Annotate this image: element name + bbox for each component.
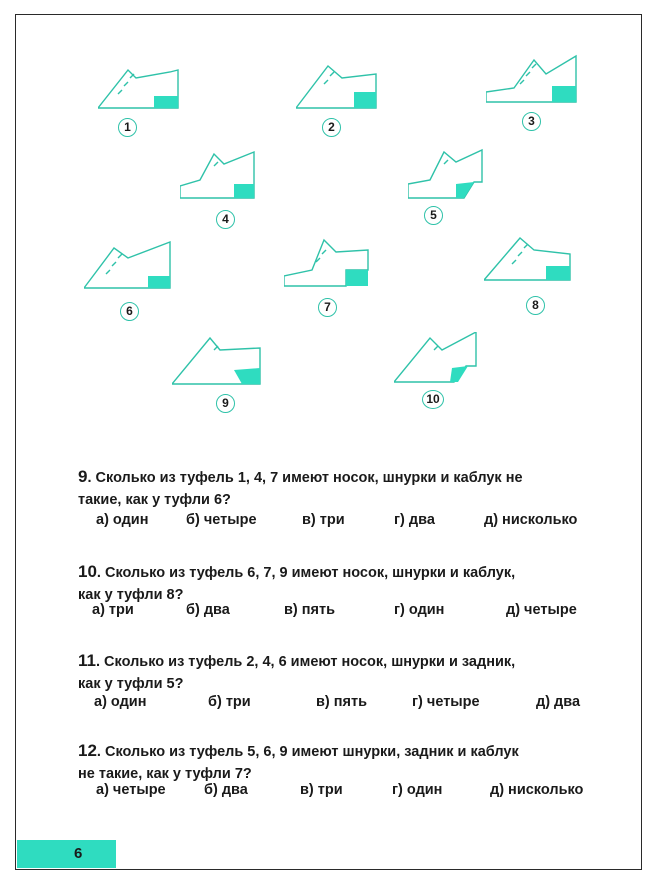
question-9	[78, 466, 598, 511]
shoe-5	[408, 148, 518, 238]
answers-11	[0, 694, 660, 714]
question-text-line2: как у туфли 5?	[78, 676, 184, 692]
shoe-label: 5	[424, 206, 443, 225]
answer-option[interactable]: а) четыре	[96, 782, 166, 798]
shoe-label: 6	[120, 302, 139, 321]
answer-option[interactable]: б) два	[186, 602, 230, 618]
shoe-8	[484, 234, 594, 324]
question-number: 10	[78, 562, 97, 581]
shoe-label: 10	[422, 390, 444, 409]
answer-option[interactable]: б) три	[208, 694, 251, 710]
shoe-9	[172, 334, 282, 424]
shoe-label: 2	[322, 118, 341, 137]
answer-option[interactable]: г) два	[394, 512, 435, 528]
shoe-label: 9	[216, 394, 235, 413]
answer-option[interactable]: г) один	[392, 782, 443, 798]
shoe-label: 4	[216, 210, 235, 229]
question-text-line2: такие, как у туфли 6?	[78, 492, 231, 508]
answer-option[interactable]: в) пять	[284, 602, 336, 618]
question-number: 11	[78, 651, 96, 670]
question-text-line1: . Сколько из туфель 6, 7, 9 имеют носок, шнурки и каблук,	[96, 565, 516, 581]
answer-option[interactable]: б) четыре	[186, 512, 257, 528]
answer-option[interactable]: в) три	[300, 782, 343, 798]
question-text-line1: . Сколько из туфель 2, 4, 6 имеют носок, шнурки и задник,	[95, 654, 516, 670]
question-text-line2: не такие, как у туфли 7?	[78, 766, 252, 782]
shoe-10	[394, 332, 504, 422]
shoe-label: 7	[318, 298, 337, 317]
answer-option[interactable]: д) четыре	[506, 602, 577, 618]
answers-12	[0, 782, 660, 802]
answer-option[interactable]: д) два	[536, 694, 581, 710]
answer-option[interactable]: г) четыре	[412, 694, 480, 710]
answer-option[interactable]: в) три	[302, 512, 345, 528]
answer-option[interactable]: г) один	[394, 602, 445, 618]
question-number: 12	[78, 741, 97, 760]
answer-option[interactable]: б) два	[204, 782, 248, 798]
question-text-line2: как у туфли 8?	[78, 587, 184, 603]
question-12	[78, 740, 598, 785]
answer-option[interactable]: д) нисколько	[484, 512, 578, 528]
shoe-2	[296, 58, 406, 148]
shoe-label: 8	[526, 296, 545, 315]
question-11	[78, 650, 598, 695]
shoe-label: 1	[118, 118, 137, 137]
shoe-7	[284, 236, 394, 326]
answers-9	[0, 512, 660, 532]
page-number-tab	[17, 840, 116, 868]
answer-option[interactable]: а) один	[96, 512, 149, 528]
answer-option[interactable]: д) нисколько	[490, 782, 584, 798]
question-text-line1: . Сколько из туфель 1, 4, 7 имеют носок, шнурки и каблук не	[87, 470, 523, 486]
shoe-3	[486, 54, 596, 144]
answers-10	[0, 602, 660, 622]
question-10	[78, 561, 598, 606]
question-number: 9	[78, 467, 88, 486]
shoe-figures	[0, 0, 660, 420]
shoe-label: 3	[522, 112, 541, 131]
answer-option[interactable]: в) пять	[316, 694, 368, 710]
question-text-line1: . Сколько из туфель 5, 6, 9 имеют шнурки, задник и каблук	[96, 744, 519, 760]
shoe-1	[98, 58, 208, 148]
answer-option[interactable]: а) три	[92, 602, 134, 618]
shoe-6	[84, 240, 194, 330]
answer-option[interactable]: а) один	[94, 694, 147, 710]
page-number: 6	[74, 845, 83, 862]
shoe-4	[180, 150, 290, 240]
